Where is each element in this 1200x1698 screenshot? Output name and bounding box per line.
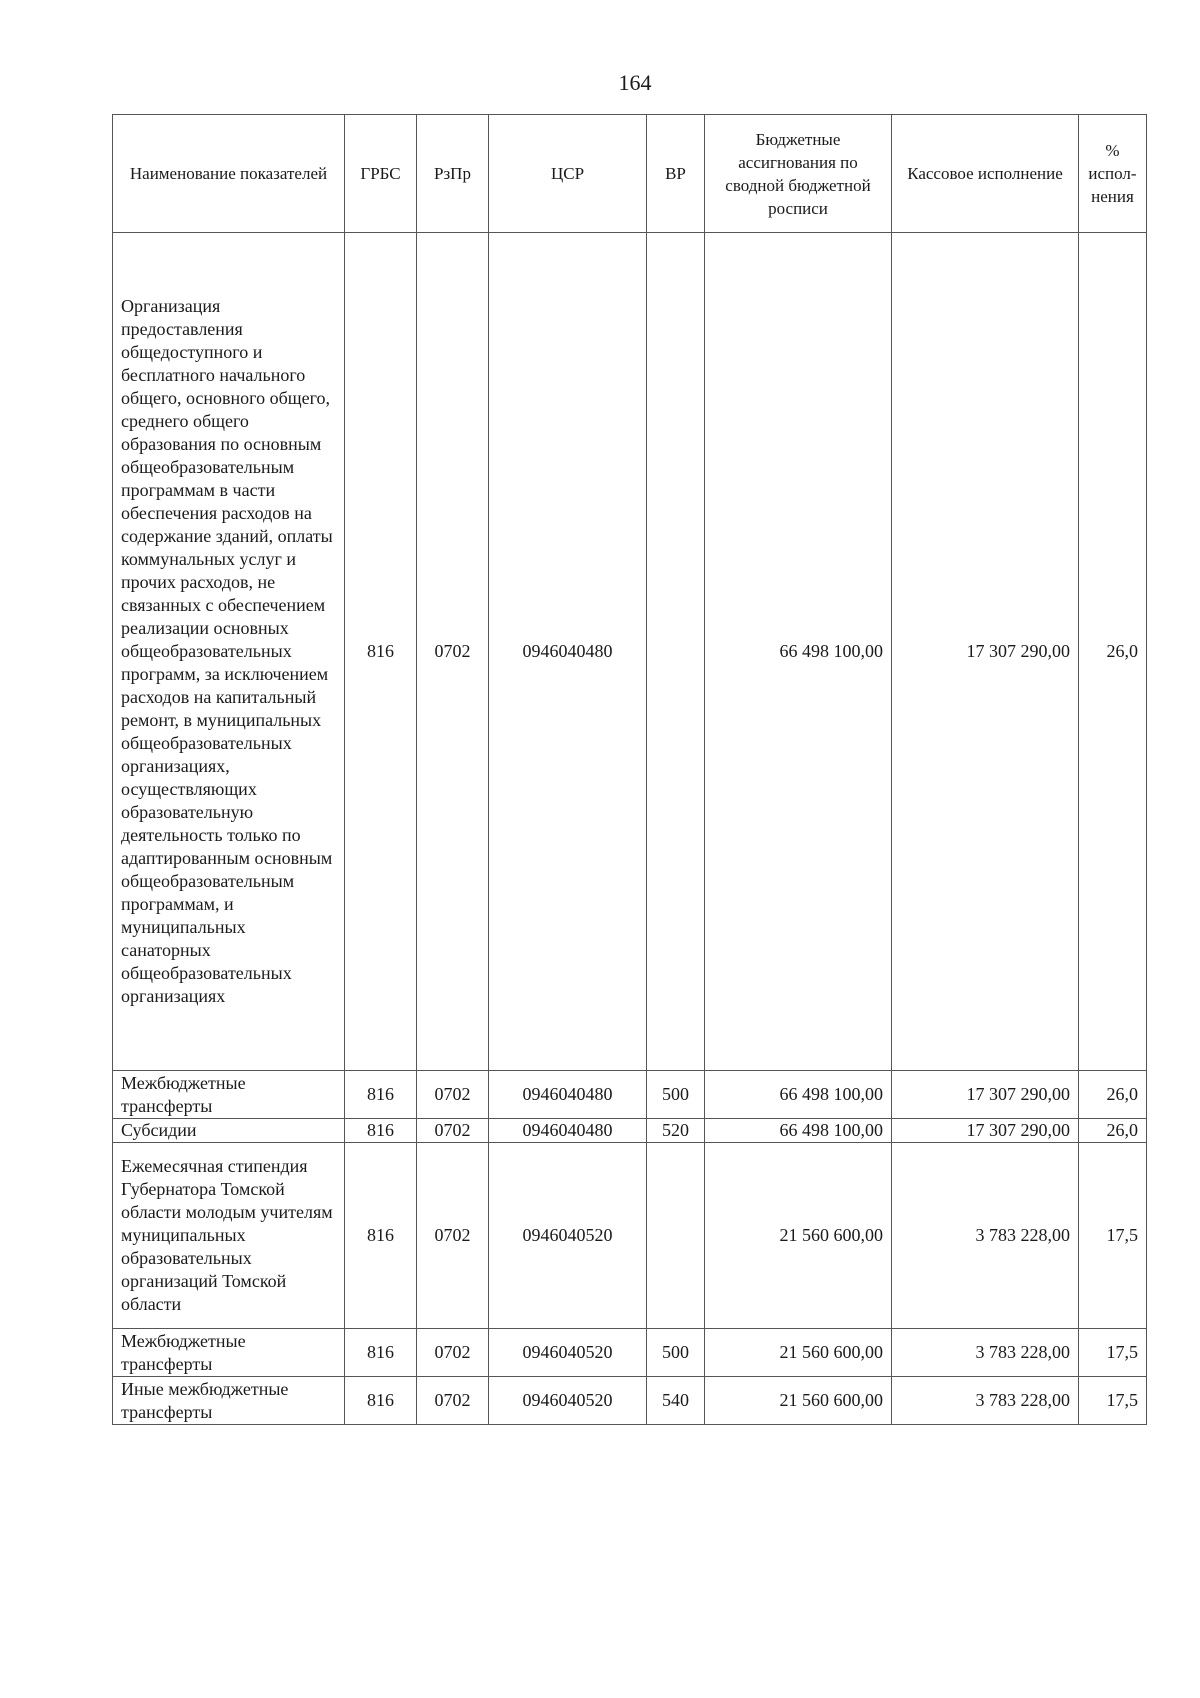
row-assignments: 66 498 100,00 (705, 233, 892, 1071)
row-rzpr: 0702 (417, 233, 489, 1071)
header-vr: ВР (647, 115, 705, 233)
budget-table (112, 114, 1147, 1425)
row-cash-execution: 3 783 228,00 (892, 1329, 1079, 1377)
header-grbs: ГРБС (345, 115, 417, 233)
row-name: Субсидии (113, 1119, 345, 1143)
row-cash-execution: 17 307 290,00 (892, 1119, 1079, 1143)
row-rzpr: 0702 (417, 1329, 489, 1377)
table-row (113, 1119, 1147, 1143)
row-csr: 0946040480 (489, 1071, 647, 1119)
header-cash-execution: Кассовое исполнение (892, 115, 1079, 233)
row-cash-execution: 3 783 228,00 (892, 1377, 1079, 1425)
row-csr: 0946040520 (489, 1329, 647, 1377)
row-name: Организация предоставления общедоступного и бесплатного начального общего, основного общего, среднего общего образования по основным общеобразовательным программам в части обеспечения расходов на содержание зданий, оплаты коммунальных услуг и прочих расходов, не связанных с обеспечением реализации основных общеобразовательных программ, за исключением расходов на капитальный ремонт, в муниципальных общеобразовательных организациях, осуществляющих образовательную деятельность только по адаптированным основным общеобразовательным программам, и муниципальных санаторных общеобразовательных организациях (113, 233, 345, 1071)
table-header-row (113, 115, 1147, 233)
row-vr: 540 (647, 1377, 705, 1425)
row-rzpr: 0702 (417, 1143, 489, 1329)
header-name: Наименование показателей (113, 115, 345, 233)
table-row (113, 1329, 1147, 1377)
row-grbs: 816 (345, 1071, 417, 1119)
row-execution-percent: 17,5 (1079, 1329, 1147, 1377)
row-assignments: 66 498 100,00 (705, 1119, 892, 1143)
row-name: Иные межбюджетные трансферты (113, 1377, 345, 1425)
row-vr (647, 233, 705, 1071)
header-execution-percent: % испол-нения (1079, 115, 1147, 233)
row-assignments: 66 498 100,00 (705, 1071, 892, 1119)
row-grbs: 816 (345, 1119, 417, 1143)
row-cash-execution: 17 307 290,00 (892, 233, 1079, 1071)
row-vr: 500 (647, 1071, 705, 1119)
row-csr: 0946040520 (489, 1377, 647, 1425)
table-row (113, 233, 1147, 1071)
table-row (113, 1143, 1147, 1329)
row-rzpr: 0702 (417, 1377, 489, 1425)
row-vr (647, 1143, 705, 1329)
row-name: Межбюджетные трансферты (113, 1071, 345, 1119)
page-number: 164 (618, 70, 652, 95)
header-rzpr: РзПр (417, 115, 489, 233)
row-vr: 500 (647, 1329, 705, 1377)
row-grbs: 816 (345, 233, 417, 1071)
row-rzpr: 0702 (417, 1119, 489, 1143)
header-assignments: Бюджетные ассигнования по сводной бюджетной росписи (705, 115, 892, 233)
row-grbs: 816 (345, 1329, 417, 1377)
row-cash-execution: 3 783 228,00 (892, 1143, 1079, 1329)
row-rzpr: 0702 (417, 1071, 489, 1119)
row-name: Ежемесячная стипендия Губернатора Томской области молодым учителям муниципальных образовательных организаций Томской области (113, 1143, 345, 1329)
row-execution-percent: 26,0 (1079, 1119, 1147, 1143)
row-execution-percent: 26,0 (1079, 1071, 1147, 1119)
header-csr: ЦСР (489, 115, 647, 233)
row-assignments: 21 560 600,00 (705, 1329, 892, 1377)
row-cash-execution: 17 307 290,00 (892, 1071, 1079, 1119)
row-assignments: 21 560 600,00 (705, 1377, 892, 1425)
table-row (113, 1071, 1147, 1119)
row-vr: 520 (647, 1119, 705, 1143)
row-execution-percent: 17,5 (1079, 1377, 1147, 1425)
row-assignments: 21 560 600,00 (705, 1143, 892, 1329)
table-row (113, 1377, 1147, 1425)
row-name: Межбюджетные трансферты (113, 1329, 345, 1377)
row-csr: 0946040480 (489, 1119, 647, 1143)
row-csr: 0946040520 (489, 1143, 647, 1329)
row-grbs: 816 (345, 1143, 417, 1329)
row-execution-percent: 26,0 (1079, 233, 1147, 1071)
row-csr: 0946040480 (489, 233, 647, 1071)
row-grbs: 816 (345, 1377, 417, 1425)
row-execution-percent: 17,5 (1079, 1143, 1147, 1329)
